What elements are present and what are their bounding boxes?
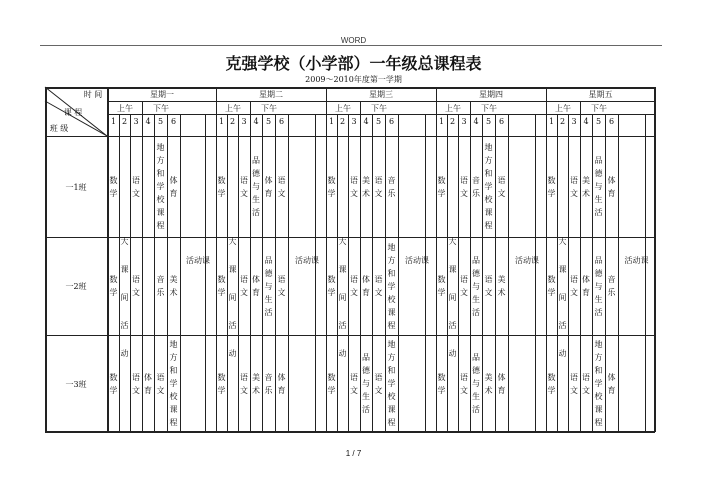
grid-line (45, 136, 655, 137)
half-pm-label: 下午 (153, 104, 169, 113)
course-cell: 数学 (437, 372, 446, 395)
course-cell: 数学 (109, 372, 118, 395)
course-cell: 语文 (240, 175, 248, 198)
course-cell: 品德与生活 (594, 156, 603, 217)
course-cell: 语文 (460, 175, 468, 198)
half-am-label: 上午 (117, 104, 133, 113)
course-cell: 音乐 (156, 275, 165, 297)
course-cell: 语文 (460, 275, 468, 297)
course-cell: 语文 (156, 372, 165, 395)
course-cell: 语文 (374, 175, 383, 198)
course-cell: 体育 (582, 275, 590, 297)
day-header: 星期四 (479, 90, 503, 99)
period-number: 4 (145, 117, 151, 126)
course-cell: 语文 (132, 275, 140, 297)
course-cell: 美术 (582, 175, 590, 198)
course-cell: 语文 (277, 175, 286, 198)
period-number: 1 (438, 117, 445, 126)
course-cell: 地方和学校课程 (484, 143, 493, 230)
course-cell: 语文 (374, 372, 383, 395)
period-number: 4 (583, 117, 589, 126)
period-number: 4 (473, 117, 479, 126)
course-cell: 品德与生活 (264, 255, 273, 317)
course-cell: 语文 (350, 175, 358, 198)
course-cell: 数学 (217, 175, 226, 198)
course-cell: 大课间活动 (558, 237, 567, 358)
activity-class: 活动课 (405, 256, 429, 265)
course-cell: 数学 (327, 372, 336, 395)
course-cell: 体育 (607, 372, 616, 395)
course-cell: 语文 (240, 275, 248, 297)
course-cell: 语文 (570, 175, 578, 198)
page-title: 克强学校（小学部）一年级总课程表 (225, 54, 482, 73)
course-cell: 体育 (497, 372, 506, 395)
corner-class-label: 班 级 (49, 124, 69, 133)
course-cell: 语文 (350, 372, 358, 395)
course-cell: 美术 (169, 275, 178, 297)
course-cell: 数学 (109, 175, 118, 198)
course-cell: 语文 (570, 372, 578, 395)
half-pm-label: 下午 (591, 104, 607, 113)
class-label: 一3班 (65, 379, 87, 389)
day-header: 星期五 (588, 90, 613, 99)
activity-class: 活动课 (515, 256, 539, 265)
course-cell: 地方和学校课程 (169, 340, 178, 427)
period-number: 5 (157, 117, 164, 126)
course-cell: 品德与生活 (594, 255, 603, 317)
period-number: 5 (375, 117, 382, 126)
course-cell: 语文 (240, 372, 248, 395)
course-cell: 品德与生活 (472, 255, 480, 317)
course-cell: 体育 (252, 275, 260, 297)
course-cell: 数学 (217, 275, 226, 297)
day-header: 星期一 (150, 90, 174, 99)
course-cell: 数学 (327, 175, 336, 198)
course-cell: 语文 (570, 275, 578, 297)
document-header: WORD (340, 36, 367, 45)
course-cell: 地方和学校课程 (594, 340, 603, 427)
period-number: 6 (498, 117, 505, 126)
course-cell: 数学 (327, 275, 336, 297)
half-am-label: 上午 (445, 104, 461, 113)
period-number: 2 (339, 117, 346, 126)
course-cell: 音乐 (387, 175, 396, 198)
period-number: 3 (571, 117, 577, 126)
course-cell: 大课间活动 (448, 237, 457, 358)
period-number: 3 (241, 117, 247, 126)
period-number: 5 (595, 117, 602, 126)
course-cell: 数学 (217, 372, 226, 395)
period-number: 2 (121, 117, 128, 126)
course-cell: 语文 (132, 175, 140, 198)
period-number: 1 (218, 117, 225, 126)
course-cell: 数学 (547, 372, 556, 395)
course-cell: 美术 (252, 372, 260, 395)
day-header: 星期二 (259, 90, 283, 99)
period-number: 5 (485, 117, 492, 126)
period-number: 6 (278, 117, 285, 126)
class-label: 一2班 (65, 282, 87, 291)
period-number: 5 (265, 117, 272, 126)
period-number: 1 (548, 117, 555, 126)
period-number: 6 (608, 117, 615, 126)
course-cell: 语文 (497, 175, 506, 198)
course-cell: 美术 (497, 275, 506, 297)
course-cell: 数学 (547, 175, 556, 198)
period-number: 2 (229, 117, 236, 126)
activity-class: 活动课 (295, 256, 319, 265)
course-cell: 体育 (144, 372, 152, 395)
course-cell: 大课间活动 (120, 237, 129, 358)
course-cell: 音乐 (607, 275, 616, 297)
course-cell: 数学 (547, 275, 556, 297)
half-pm-label: 下午 (481, 104, 497, 113)
course-cell: 语文 (132, 372, 140, 395)
course-cell: 数学 (437, 275, 446, 297)
period-number: 6 (388, 117, 395, 126)
course-cell: 大课间活动 (228, 237, 237, 358)
course-cell: 美术 (484, 372, 493, 395)
course-cell: 体育 (169, 175, 178, 198)
class-label: 一1班 (65, 182, 87, 192)
course-cell: 体育 (277, 372, 286, 395)
course-cell: 品德与生活 (472, 353, 480, 414)
half-am-label: 上午 (555, 104, 571, 113)
course-cell: 地方和学校课程 (387, 340, 396, 427)
course-cell: 数学 (437, 175, 446, 198)
course-cell: 语文 (582, 372, 590, 395)
grid-line (107, 114, 655, 115)
day-header: 星期三 (369, 90, 393, 99)
period-number: 1 (328, 117, 335, 126)
course-cell: 语文 (460, 372, 468, 395)
course-cell: 品德与生活 (252, 156, 260, 217)
period-number: 4 (253, 117, 259, 126)
grid-line (107, 101, 655, 102)
course-cell: 体育 (607, 175, 616, 198)
course-cell: 音乐 (472, 175, 480, 198)
course-cell: 美术 (362, 175, 370, 198)
course-cell: 数学 (109, 275, 118, 297)
course-cell: 大课间活动 (338, 237, 347, 358)
course-cell: 语文 (374, 275, 383, 297)
period-number: 3 (461, 117, 467, 126)
period-number: 1 (110, 117, 117, 126)
corner-time-label: 时 间 (83, 90, 103, 99)
half-am-label: 上午 (225, 104, 241, 113)
page-number: 1 / 7 (345, 449, 362, 458)
period-number: 2 (449, 117, 456, 126)
course-cell: 地方和学校课程 (156, 143, 165, 230)
period-number: 6 (170, 117, 177, 126)
half-pm-label: 下午 (261, 104, 277, 113)
corner-course-label: 课 程 (63, 108, 83, 117)
course-cell: 体育 (264, 175, 273, 198)
half-pm-label: 下午 (371, 104, 387, 113)
period-number: 4 (363, 117, 369, 126)
course-cell: 语文 (277, 275, 286, 297)
course-cell: 体育 (362, 275, 370, 297)
course-cell: 地方和学校课程 (387, 242, 396, 330)
course-cell: 音乐 (264, 372, 273, 395)
course-cell: 语文 (350, 275, 358, 297)
half-am-label: 上午 (335, 104, 351, 113)
page-subtitle: 2009～2010年度第一学期 (305, 75, 402, 84)
activity-class: 活动课 (624, 256, 649, 265)
period-number: 2 (559, 117, 566, 126)
course-cell: 语文 (484, 275, 493, 297)
course-cell: 品德与生活 (362, 353, 370, 414)
period-number: 3 (351, 117, 357, 126)
period-number: 3 (133, 117, 139, 126)
activity-class: 活动课 (186, 256, 210, 265)
